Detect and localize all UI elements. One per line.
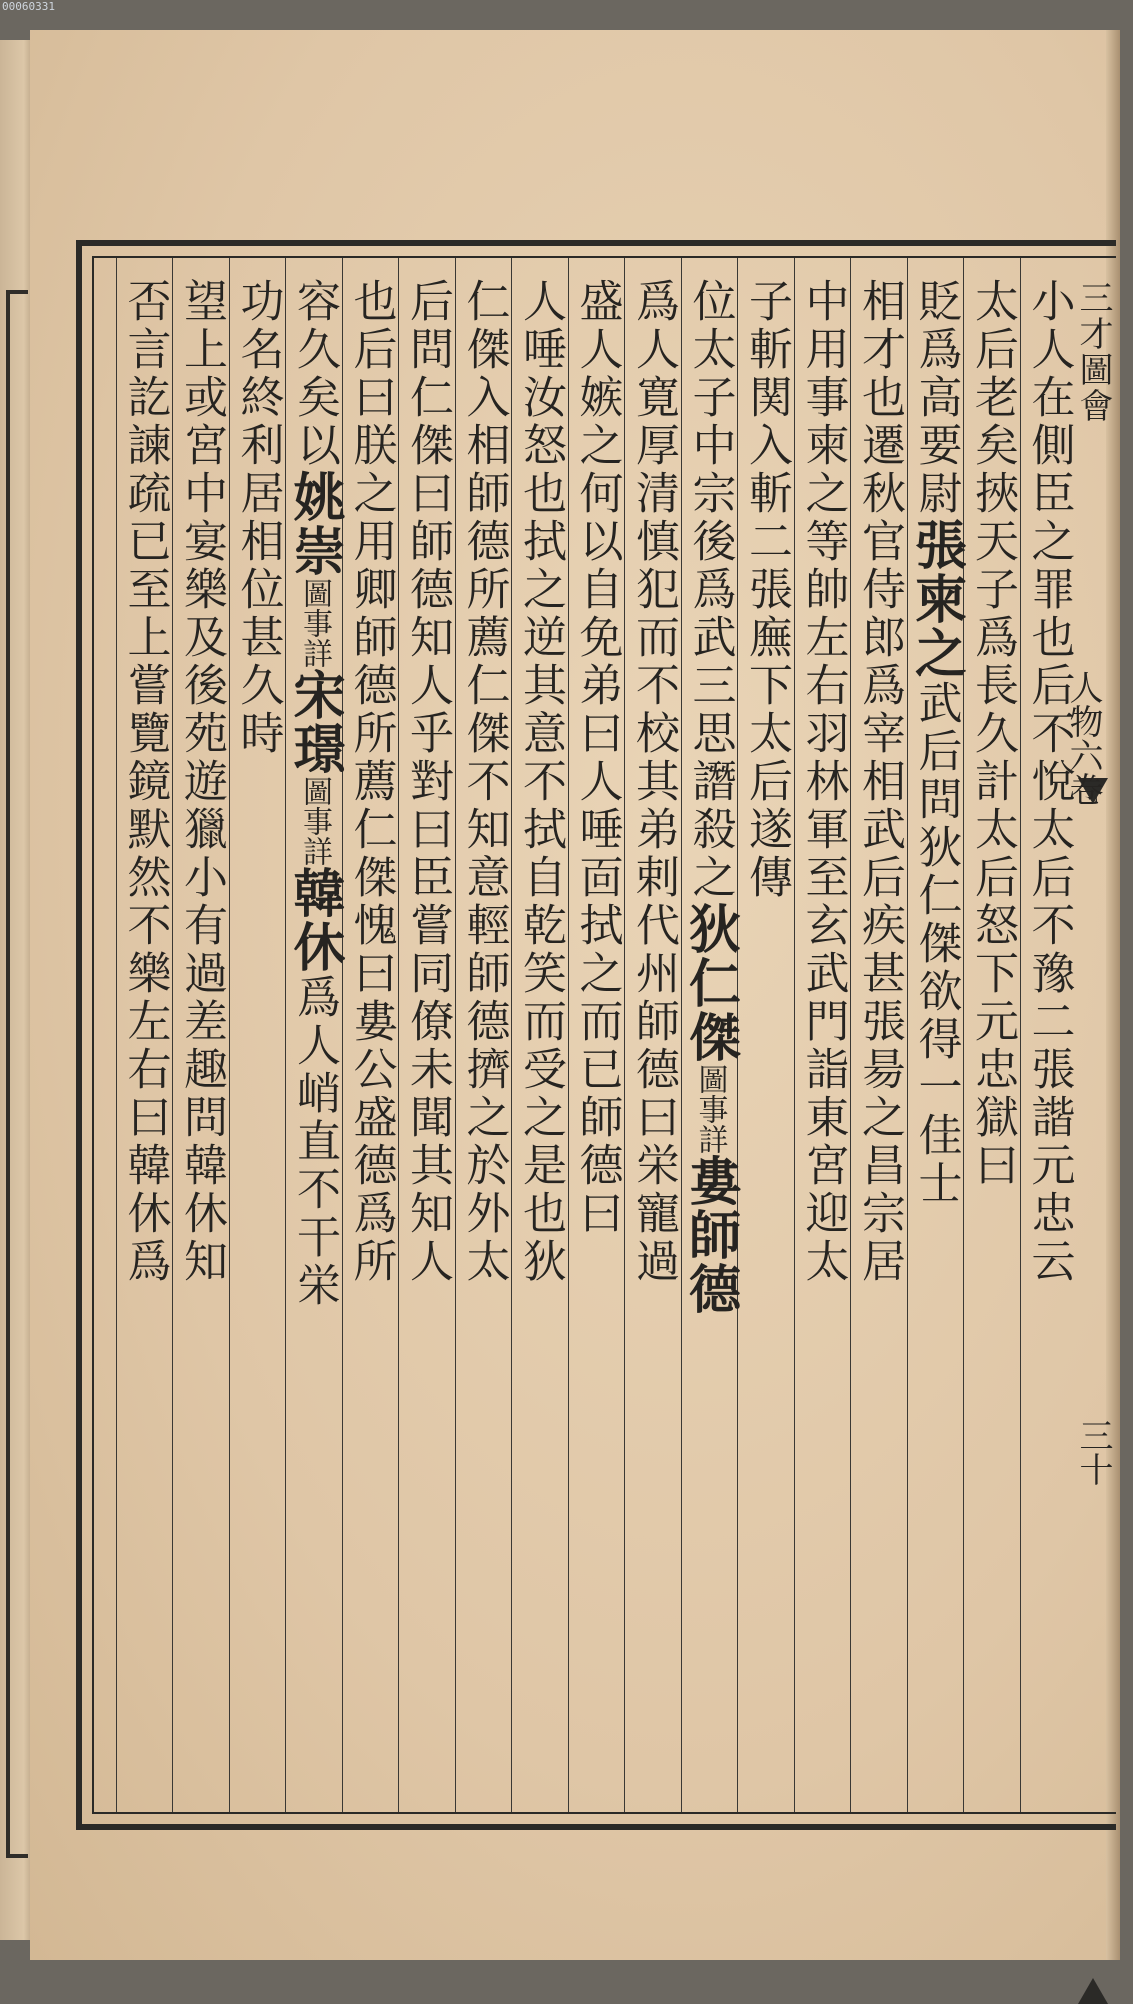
text-column <box>905 278 967 1208</box>
text-segment: 貶爲高要尉 <box>910 278 962 518</box>
text-segment: 爲人寛厚清慎犯而不校其弟剌代州師德曰栄寵過 <box>628 278 679 1286</box>
text-segment: 也后曰朕之用卿師德所薦仁傑愧曰婁公盛德爲所 <box>345 278 397 1286</box>
text-column <box>569 278 625 1238</box>
text-column <box>738 278 794 902</box>
text-column <box>230 278 286 758</box>
person-name: 婁師德 <box>679 1154 741 1316</box>
text-column <box>173 278 229 1286</box>
cross-reference-note: 圖事詳 <box>692 1064 728 1154</box>
cross-reference-note: 圖事詳 <box>297 776 332 866</box>
text-column <box>625 278 681 1286</box>
text-column <box>456 278 512 1286</box>
text-frame <box>76 240 1116 1830</box>
text-segment: 爲人峭直不干栄 <box>289 974 340 1310</box>
text-segment: 人唾汝怒也拭之逆其意不拭自乾笑而受之是也狄 <box>515 278 566 1286</box>
text-segment: 仁傑入相師德所薦仁傑不知意輕師德擠之於外太 <box>458 278 510 1286</box>
header-column <box>1072 258 1116 1812</box>
person-name: 韓休 <box>284 866 345 974</box>
scan-id: 00060331 <box>2 0 55 13</box>
text-segment: 相才也遷秋官侍郎爲宰相武后疾甚張昜之昌宗居 <box>854 278 905 1286</box>
text-segment: 中用事柬之等帥左右羽林軍至玄武門詣東宮迎太 <box>797 278 849 1286</box>
text-frame-inner <box>92 256 1116 1814</box>
person-name: 狄仁傑 <box>679 902 741 1064</box>
text-column <box>284 278 345 1310</box>
text-segment: 小人在側臣之罪也后不悅太后不豫二張諧元忠云 <box>1023 278 1075 1286</box>
person-name: 張柬之 <box>905 518 967 680</box>
text-segment: 太后老矣挾天子爲長久計太后怒下元忠獄曰 <box>967 278 1018 1190</box>
text-column <box>851 278 907 1286</box>
text-segment: 后問仁傑曰師德知人乎對曰臣嘗同僚未聞其知人 <box>402 278 453 1286</box>
text-column <box>964 278 1020 1190</box>
book-title: 三才圖會 <box>1073 280 1113 424</box>
text-segment: 功名終利居相位甚久時 <box>232 278 284 758</box>
text-column <box>343 278 399 1286</box>
text-segment: 否言訖諫疏已至上嘗覽鏡默然不樂左右曰韓休爲 <box>119 278 171 1286</box>
text-segment: 位太子中宗後爲武三思譖殺之 <box>684 278 736 902</box>
text-segment: 子斬関入斬二張廡下太后遂傳 <box>741 278 792 902</box>
text-column <box>399 278 455 1286</box>
section-label: 人物六卷 <box>1063 670 1103 806</box>
book-page <box>30 30 1120 1960</box>
cross-reference-note: 圖事詳 <box>297 578 332 668</box>
text-column <box>512 278 568 1286</box>
text-segment: 盛人嫉之何以自免弟曰人唾靣拭之而已師德曰 <box>571 278 623 1238</box>
text-column <box>795 278 851 1286</box>
adjacent-page-border <box>6 290 28 1858</box>
text-column <box>117 278 173 1286</box>
text-segment: 武后問狄仁傑欲得一佳士 <box>910 680 962 1208</box>
page-number: 三十 <box>1073 1418 1113 1486</box>
text-segment: 容久矣以 <box>289 278 340 470</box>
person-name: 宋璟 <box>284 668 345 776</box>
person-name: 姚崇 <box>284 470 345 578</box>
text-segment: 望上或宮中宴樂及後苑遊獵小有過差趣問韓休知 <box>176 278 227 1286</box>
text-column <box>679 278 741 1316</box>
fishtail-bottom-mark <box>1078 1978 1108 2004</box>
